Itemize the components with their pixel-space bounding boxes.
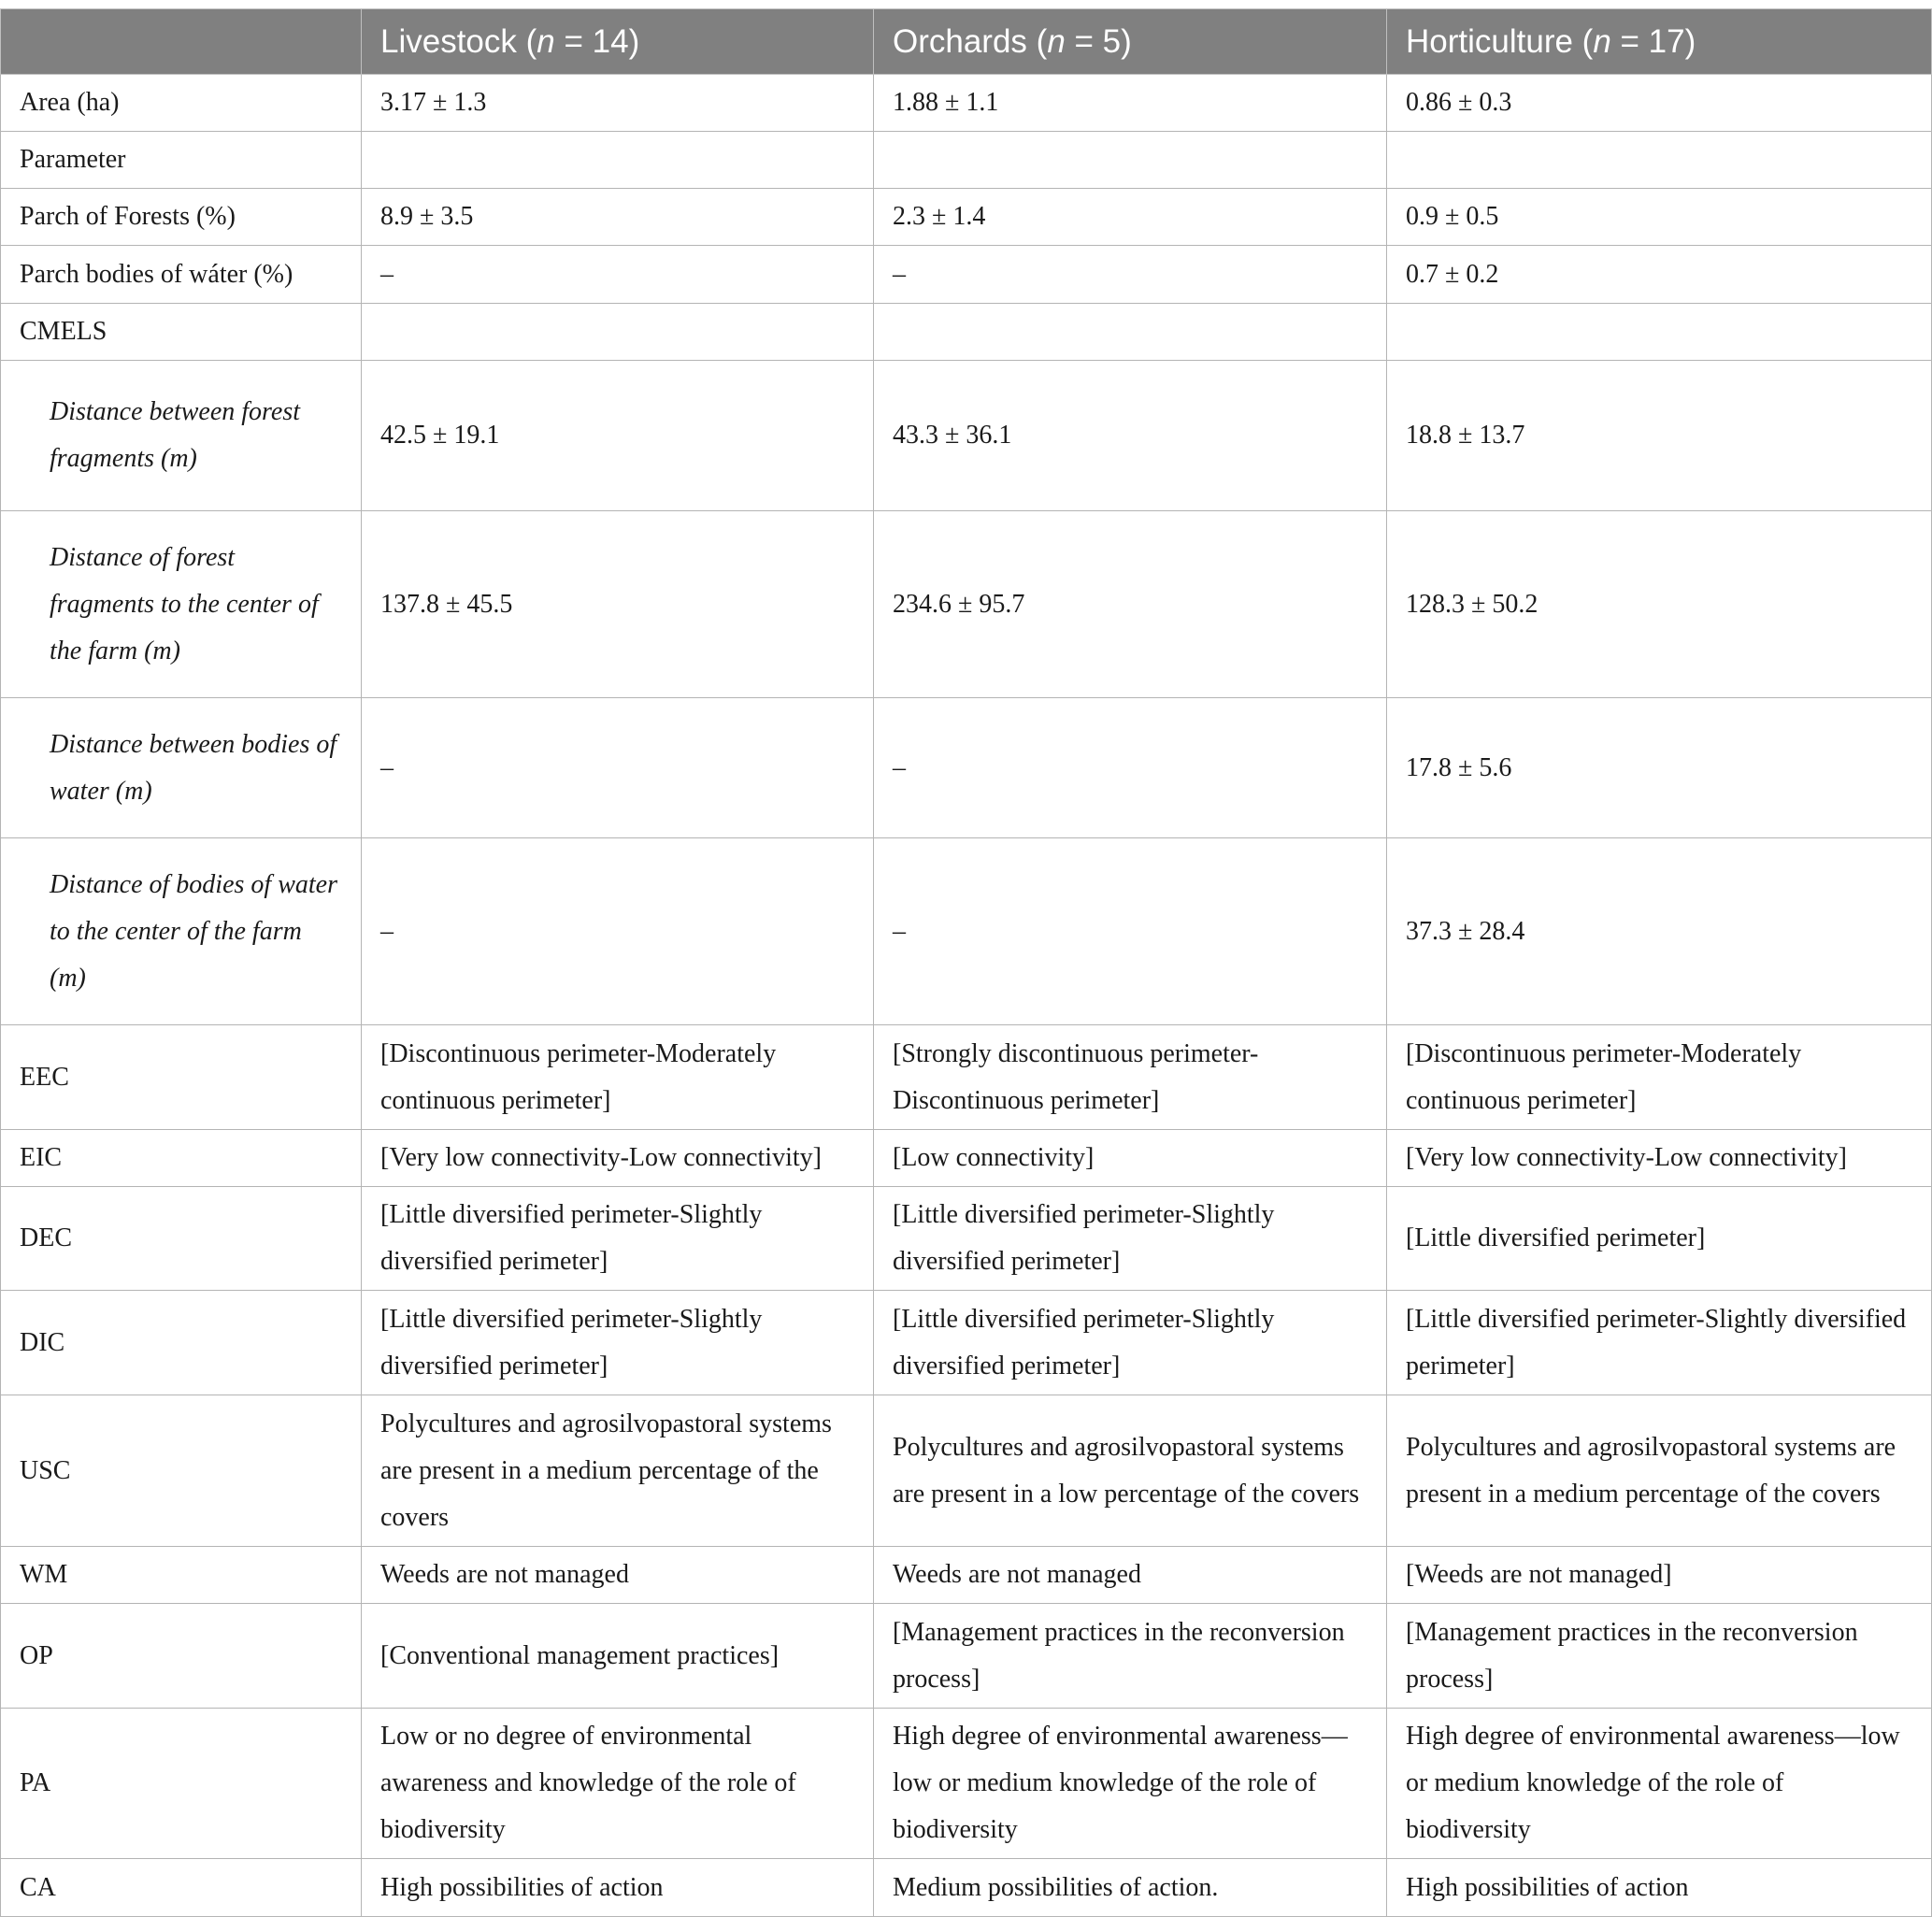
cell-orchards: High degree of environmental awareness—low or medium knowledge of the role of biodiversity: [874, 1709, 1387, 1859]
cell-livestock: [Conventional management practices]: [362, 1604, 874, 1709]
cell-livestock: [Discontinuous perimeter-Moderately continuous perimeter]: [362, 1025, 874, 1130]
cell-horticulture: 0.7 ± 0.2: [1387, 246, 1932, 304]
cell-horticulture: High possibilities of action: [1387, 1859, 1932, 1917]
cell-orchards: [Management practices in the reconversion process]: [874, 1604, 1387, 1709]
cell-livestock: –: [362, 246, 874, 304]
row-label: CMELS: [1, 304, 362, 361]
cell-livestock: 3.17 ± 1.3: [362, 75, 874, 132]
row-label-sub: Distance of bodies of water to the center of the farm (m): [1, 838, 362, 1025]
row-label: Parameter: [1, 132, 362, 189]
cell-horticulture: 18.8 ± 13.7: [1387, 361, 1932, 511]
table-row: [1, 246, 1932, 304]
table-row: [1, 1547, 1932, 1604]
bullet-icon: [20, 722, 50, 768]
table-row: [1, 75, 1932, 132]
table-row: [1, 304, 1932, 361]
cell-livestock: High possibilities of action: [362, 1859, 874, 1917]
cell-orchards: [Little diversified perimeter-Slightly diversified perimeter]: [874, 1291, 1387, 1395]
header-row: [1, 9, 1932, 75]
cell-orchards: Weeds are not managed: [874, 1547, 1387, 1604]
table-row: [1, 838, 1932, 1025]
cell-livestock: Weeds are not managed: [362, 1547, 874, 1604]
cell-horticulture: [Little diversified perimeter]: [1387, 1187, 1932, 1291]
cell-livestock: 137.8 ± 45.5: [362, 511, 874, 698]
cell-orchards: –: [874, 838, 1387, 1025]
row-label: CA: [1, 1859, 362, 1917]
row-label: WM: [1, 1547, 362, 1604]
cell-horticulture: [1387, 304, 1932, 361]
header-empty: [1, 9, 362, 75]
bullet-icon: [20, 389, 50, 436]
cell-livestock: [Little diversified perimeter-Slightly diversified perimeter]: [362, 1291, 874, 1395]
cell-livestock: 8.9 ± 3.5: [362, 189, 874, 246]
row-label-sub: Distance between bodies of water (m): [1, 698, 362, 838]
cell-orchards: Polycultures and agrosilvopastoral systems are present in a low percentage of the covers: [874, 1395, 1387, 1547]
cell-orchards: 1.88 ± 1.1: [874, 75, 1387, 132]
row-label: PA: [1, 1709, 362, 1859]
row-label: Area (ha): [1, 75, 362, 132]
cell-horticulture: 128.3 ± 50.2: [1387, 511, 1932, 698]
cell-orchards: [874, 132, 1387, 189]
cell-horticulture: [Discontinuous perimeter-Moderately continuous perimeter]: [1387, 1025, 1932, 1130]
table-row: [1, 189, 1932, 246]
row-label: Parch bodies of wáter (%): [1, 246, 362, 304]
header-horticulture: Horticulture (n = 17): [1387, 9, 1932, 75]
cell-orchards: [Little diversified perimeter-Slightly diversified perimeter]: [874, 1187, 1387, 1291]
cell-livestock: [362, 132, 874, 189]
table-container: [0, 8, 1932, 1917]
cell-horticulture: [Little diversified perimeter-Slightly diversified perimeter]: [1387, 1291, 1932, 1395]
cell-livestock: –: [362, 838, 874, 1025]
bullet-icon: [20, 535, 50, 581]
table-row: [1, 1859, 1932, 1917]
table-row: [1, 1395, 1932, 1547]
cell-orchards: –: [874, 246, 1387, 304]
cell-livestock: 42.5 ± 19.1: [362, 361, 874, 511]
table-row: [1, 361, 1932, 511]
row-label: Parch of Forests (%): [1, 189, 362, 246]
table-row: [1, 1130, 1932, 1187]
table-row: [1, 1025, 1932, 1130]
table-row: [1, 698, 1932, 838]
table-row: [1, 511, 1932, 698]
bullet-icon: [20, 862, 50, 908]
row-label: DEC: [1, 1187, 362, 1291]
cell-orchards: 2.3 ± 1.4: [874, 189, 1387, 246]
cell-livestock: Low or no degree of environmental awareness and knowledge of the role of biodiversity: [362, 1709, 874, 1859]
cell-orchards: 43.3 ± 36.1: [874, 361, 1387, 511]
header-livestock: Livestock (n = 14): [362, 9, 874, 75]
cell-livestock: Polycultures and agrosilvopastoral systems are present in a medium percentage of the covers: [362, 1395, 874, 1547]
row-label: USC: [1, 1395, 362, 1547]
table-row: [1, 1291, 1932, 1395]
row-label-sub: Distance of forest fragments to the center of the farm (m): [1, 511, 362, 698]
table-row: [1, 1709, 1932, 1859]
cell-livestock: –: [362, 698, 874, 838]
cell-livestock: [362, 304, 874, 361]
header-orchards: Orchards (n = 5): [874, 9, 1387, 75]
row-label: OP: [1, 1604, 362, 1709]
row-label-sub: Distance between forest fragments (m): [1, 361, 362, 511]
cell-horticulture: [Management practices in the reconversion process]: [1387, 1604, 1932, 1709]
cell-orchards: [Low connectivity]: [874, 1130, 1387, 1187]
table-row: [1, 1604, 1932, 1709]
table-row: [1, 1187, 1932, 1291]
cell-horticulture: [Weeds are not managed]: [1387, 1547, 1932, 1604]
cell-horticulture: [Very low connectivity-Low connectivity]: [1387, 1130, 1932, 1187]
cell-horticulture: 37.3 ± 28.4: [1387, 838, 1932, 1025]
cell-horticulture: 0.86 ± 0.3: [1387, 75, 1932, 132]
cell-orchards: [Strongly discontinuous perimeter-Discontinuous perimeter]: [874, 1025, 1387, 1130]
row-label: DIC: [1, 1291, 362, 1395]
cell-orchards: –: [874, 698, 1387, 838]
cell-horticulture: 0.9 ± 0.5: [1387, 189, 1932, 246]
table-row: [1, 132, 1932, 189]
cell-horticulture: High degree of environmental awareness—low or medium knowledge of the role of biodiversity: [1387, 1709, 1932, 1859]
cell-horticulture: 17.8 ± 5.6: [1387, 698, 1932, 838]
cell-orchards: 234.6 ± 95.7: [874, 511, 1387, 698]
row-label: EEC: [1, 1025, 362, 1130]
row-label: EIC: [1, 1130, 362, 1187]
data-table: [0, 8, 1932, 1917]
cell-horticulture: Polycultures and agrosilvopastoral systems are present in a medium percentage of the covers: [1387, 1395, 1932, 1547]
cell-horticulture: [1387, 132, 1932, 189]
cell-livestock: [Very low connectivity-Low connectivity]: [362, 1130, 874, 1187]
cell-livestock: [Little diversified perimeter-Slightly diversified perimeter]: [362, 1187, 874, 1291]
cell-orchards: Medium possibilities of action.: [874, 1859, 1387, 1917]
cell-orchards: [874, 304, 1387, 361]
